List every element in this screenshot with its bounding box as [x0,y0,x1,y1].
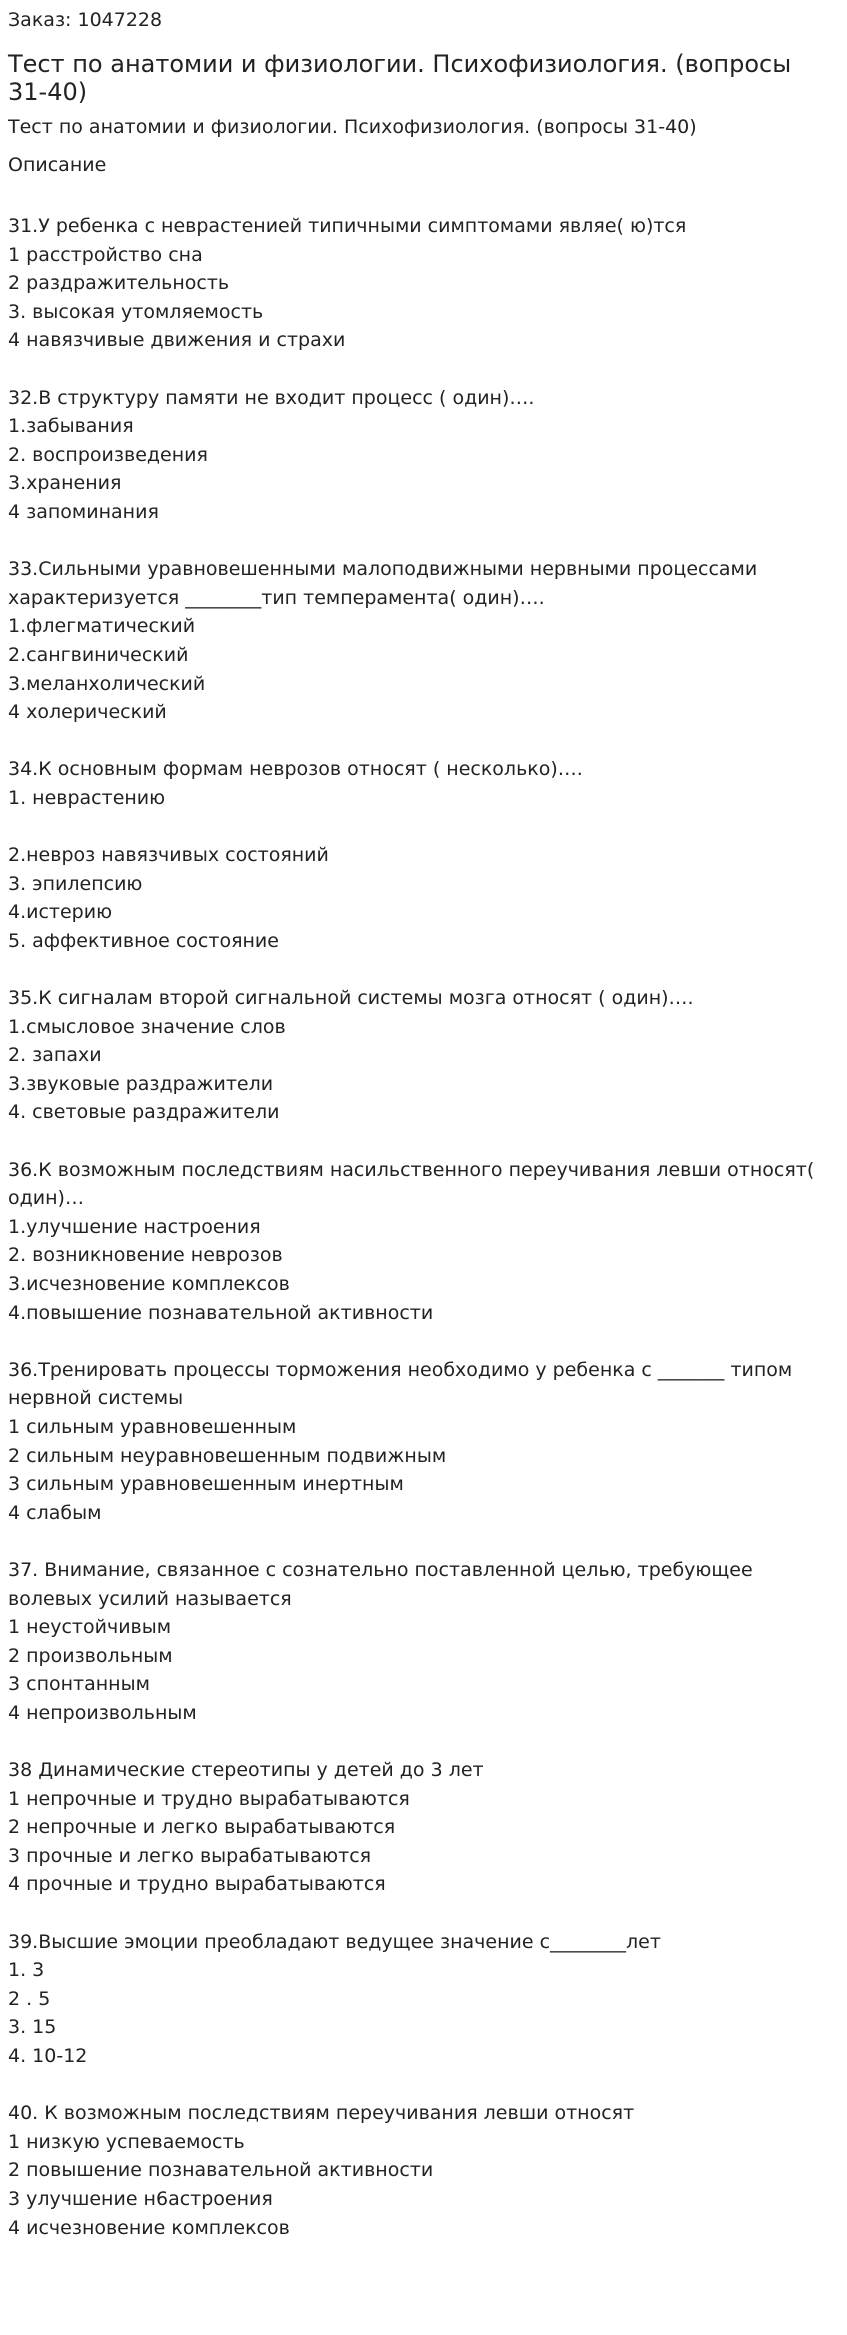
blank-line [8,955,828,984]
page-title: Тест по анатомии и физиологии. Психофизиология. (вопросы 31-40) [8,50,792,106]
text-line: 4. 10-12 [8,2045,88,2067]
text-line: 3 сильным уравновешенным инертным [8,1473,404,1496]
text-line: 2 произвольным [8,1644,173,1667]
text-line: 1 низкую успеваемость [8,2130,245,2153]
text-line: 37. Внимание, связанное с сознательно поставленной целью, требующее волевых усилий называется [8,1558,753,1610]
text-line: 32.В структуру памяти не входит процесс ( один)…. [8,386,535,409]
text-line: 1. неврастению [8,786,166,809]
text-line: 2 . 5 [8,1987,51,2010]
blank-line [8,527,828,556]
text-line: 1 расстройство сна [8,243,203,266]
text-line: 1 неустойчивым [8,1616,172,1639]
text-line: 4 запоминания [8,500,159,523]
text-line: 4 непроизвольным [8,1701,197,1724]
text-line: 36.Тренировать процессы торможения необходимо у ребенка с _______ типом нервной системы [8,1358,793,1410]
text-line: 4 исчезновение комплексов [8,2216,290,2239]
blank-line [8,1527,828,1556]
text-line: 4 прочные и трудно вырабатываются [8,1873,386,1896]
text-line: 1.флегматический [8,615,196,638]
text-line: 2. воспроизведения [8,443,208,466]
text-line: 4.истерию [8,901,113,924]
text-line: 3.хранения [8,472,122,495]
description-label: Описание [8,154,107,176]
text-line: 3. эпилепсию [8,872,143,895]
blank-line [8,1327,828,1356]
text-line: 2. запахи [8,1044,102,1067]
text-line: 33.Сильными уравновешенными малоподвижными нервными процессами характеризуется ________тип темперамента( один)…. [8,558,758,609]
text-line: 1 непрочные и трудно вырабатываются [8,1787,410,1810]
text-line: 2.невроз навязчивых состояний [8,844,329,867]
text-line: 35.К сигналам второй сигнальной системы мозга относят ( один)…. [8,987,694,1010]
text-line: 4 навязчивые движения и страхи [8,329,346,352]
text-line: 4. световые раздражители [8,1101,280,1124]
text-line: 3 спонтанным [8,1673,150,1696]
text-line: 31.У ребенка с неврастенией типичными симптомами являе( ю)тся [8,215,687,237]
description-body [8,212,828,2242]
blank-line [8,1727,828,1756]
blank-line [8,812,828,841]
text-line: 34.К основным формам неврозов относят ( несколько)…. [8,758,583,781]
text-line: 3. 15 [8,2016,57,2039]
text-line: 38 Динамические стереотипы у детей до 3 лет [8,1759,484,1782]
text-line: 3.исчезновение комплексов [8,1272,290,1295]
text-line: 2 сильным неуравновешенным подвижным [8,1444,447,1467]
text-line: 3. высокая утомляемость [8,300,264,323]
order-number: Заказ: 1047228 [8,9,163,31]
text-line: 3 улучшение н6астроения [8,2187,273,2210]
page-subtitle: Тест по анатомии и физиологии. Психофизиология. (вопросы 31-40) [8,116,697,138]
text-line: 4.повышение познавательной активности [8,1301,434,1324]
text-line: 4 слабым [8,1501,102,1524]
text-line: 1.забывания [8,415,134,438]
blank-line [8,2071,828,2100]
blank-line [8,1127,828,1156]
text-line: 1. 3 [8,1959,45,1982]
text-line: 2.сангвинический [8,643,189,666]
text-line: 36.К возможным последствиям насильственного переучивания левши относят( один)… [8,1158,815,1210]
text-line: 1.смысловое значение слов [8,1015,286,1038]
blank-line [8,727,828,756]
text-line: 2 непрочные и легко вырабатываются [8,1816,396,1839]
text-line: 5. аффективное состояние [8,929,279,952]
text-line: 4 холерический [8,701,167,724]
text-line: 1.улучшение настроения [8,1215,261,1238]
text-line: 40. К возможным последствиям переучивания левши относят [8,2102,635,2125]
text-line: 2. возникновение неврозов [8,1244,283,1267]
blank-line [8,1899,828,1928]
text-line: 3.звуковые раздражители [8,1072,274,1095]
blank-line [8,355,828,384]
text-line: 3.меланхолический [8,672,206,695]
text-line: 2 раздражительность [8,272,230,295]
text-line: 39.Высшие эмоции преобладают ведущее значение с________лет [8,1930,661,1953]
text-line: 2 повышение познавательной активности [8,2159,434,2182]
text-line: 1 сильным уравновешенным [8,1415,297,1438]
text-line: 3 прочные и легко вырабатываются [8,1844,372,1867]
